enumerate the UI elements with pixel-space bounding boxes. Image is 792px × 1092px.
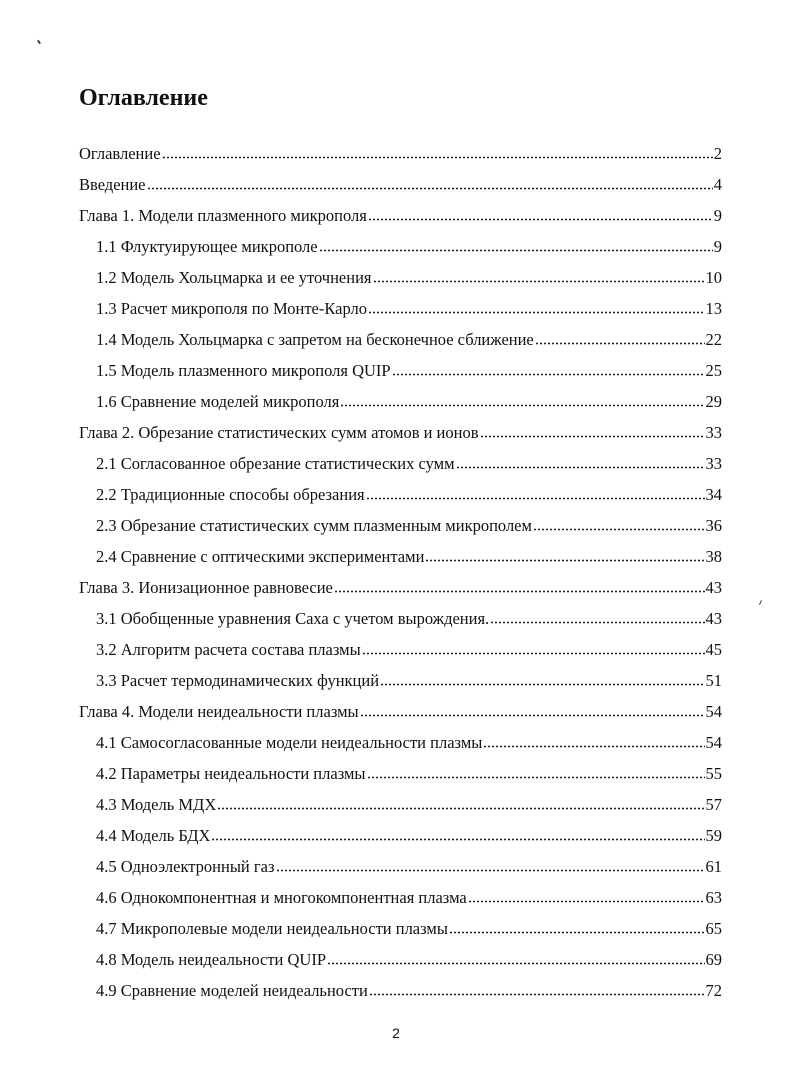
toc-entry-page: 4	[713, 175, 722, 194]
dot-leader	[425, 546, 704, 563]
dot-leader	[483, 732, 704, 749]
toc-section-entry[interactable]	[79, 975, 722, 1006]
toc-section-entry[interactable]	[79, 882, 722, 913]
toc-entry-title: 1.1 Флуктуирующее микрополе	[96, 237, 318, 256]
toc-entry-title: 3.3 Расчет термодинамических функций	[96, 671, 380, 690]
dot-leader	[367, 763, 705, 780]
toc-entry-title: 4.2 Параметры неидеальности плазмы	[96, 764, 366, 783]
dot-leader	[334, 577, 705, 594]
toc-chapter-entry[interactable]	[79, 200, 722, 231]
table-of-contents	[79, 138, 722, 1006]
toc-chapter-entry[interactable]	[79, 138, 722, 169]
toc-section-entry[interactable]	[79, 448, 722, 479]
toc-section-entry[interactable]	[79, 634, 722, 665]
toc-entry-title: Введение	[79, 175, 146, 194]
page-number: 2	[392, 1025, 400, 1041]
toc-entry-title: 4.9 Сравнение моделей неидеальности	[96, 981, 368, 1000]
dot-leader	[162, 143, 713, 160]
toc-entry-page: 57	[705, 795, 722, 814]
toc-section-entry[interactable]	[79, 541, 722, 572]
dot-leader	[380, 670, 704, 687]
dot-leader	[456, 453, 705, 470]
toc-entry-page: 36	[705, 516, 722, 535]
toc-entry-page: 43	[705, 578, 722, 597]
dot-leader	[276, 856, 705, 873]
toc-entry-page: 54	[705, 733, 722, 752]
toc-entry-title: 4.5 Одноэлектронный газ	[96, 857, 275, 876]
toc-entry-title: 4.1 Самосогласованные модели неидеальности плазмы	[96, 733, 483, 752]
toc-entry-page: 9	[713, 237, 722, 256]
toc-entry-page: 51	[705, 671, 722, 690]
dot-leader	[368, 205, 713, 222]
toc-section-entry[interactable]	[79, 386, 722, 417]
toc-entry-title: 1.2 Модель Хольцмарка и ее уточнения	[96, 268, 372, 287]
toc-entry-page: 9	[713, 206, 722, 225]
toc-entry-page: 25	[705, 361, 722, 380]
toc-entry-page: 2	[713, 144, 722, 163]
dot-leader	[449, 918, 705, 935]
toc-section-entry[interactable]	[79, 603, 722, 634]
toc-entry-page: 69	[705, 950, 722, 969]
toc-entry-title: 3.2 Алгоритм расчета состава плазмы	[96, 640, 361, 659]
toc-entry-page: 13	[705, 299, 722, 318]
dot-leader	[362, 639, 705, 656]
toc-entry-title: 2.4 Сравнение с оптическими экспериментами	[96, 547, 425, 566]
scan-speck	[759, 600, 762, 605]
toc-entry-title: 4.8 Модель неидеальности QUIP	[96, 950, 327, 969]
toc-entry-title: 4.6 Однокомпонентная и многокомпонентная плазма	[96, 888, 467, 907]
toc-section-entry[interactable]	[79, 479, 722, 510]
toc-section-entry[interactable]	[79, 665, 722, 696]
toc-entry-page: 55	[705, 764, 722, 783]
toc-section-entry[interactable]	[79, 820, 722, 851]
toc-entry-title: 1.5 Модель плазменного микрополя QUIP	[96, 361, 391, 380]
toc-section-entry[interactable]	[79, 789, 722, 820]
dot-leader	[369, 980, 705, 997]
toc-entry-title: 4.4 Модель БДХ	[96, 826, 211, 845]
dot-leader	[468, 887, 705, 904]
toc-chapter-entry[interactable]	[79, 572, 722, 603]
dot-leader	[533, 515, 705, 532]
dot-leader	[373, 267, 705, 284]
toc-chapter-entry[interactable]	[79, 417, 722, 448]
page-title: Оглавление	[79, 85, 208, 111]
dot-leader	[535, 329, 705, 346]
toc-section-entry[interactable]	[79, 913, 722, 944]
toc-entry-title: 2.3 Обрезание статистических сумм плазменным микрополем	[96, 516, 532, 535]
toc-section-entry[interactable]	[79, 944, 722, 975]
toc-entry-page: 29	[705, 392, 722, 411]
toc-section-entry[interactable]	[79, 758, 722, 789]
toc-section-entry[interactable]	[79, 324, 722, 355]
toc-section-entry[interactable]	[79, 727, 722, 758]
dot-leader	[368, 298, 704, 315]
toc-entry-page: 54	[705, 702, 722, 721]
toc-section-entry[interactable]	[79, 851, 722, 882]
toc-entry-title: Оглавление	[79, 144, 161, 163]
toc-section-entry[interactable]	[79, 355, 722, 386]
dot-leader	[327, 949, 704, 966]
toc-entry-page: 65	[705, 919, 722, 938]
toc-entry-title: 4.3 Модель МДХ	[96, 795, 217, 814]
toc-entry-page: 61	[705, 857, 722, 876]
toc-entry-title: 2.2 Традиционные способы обрезания	[96, 485, 365, 504]
dot-leader	[211, 825, 704, 842]
dot-leader	[480, 422, 705, 439]
toc-entry-title: 4.7 Микрополевые модели неидеальности плазмы	[96, 919, 448, 938]
toc-entry-page: 72	[705, 981, 722, 1000]
toc-entry-title: Глава 4. Модели неидеальности плазмы	[79, 702, 359, 721]
toc-entry-title: 1.4 Модель Хольцмарка с запретом на бесконечное сближение	[96, 330, 534, 349]
dot-leader	[490, 608, 704, 625]
toc-chapter-entry[interactable]	[79, 696, 722, 727]
toc-section-entry[interactable]	[79, 231, 722, 262]
toc-entry-page: 22	[705, 330, 722, 349]
toc-section-entry[interactable]	[79, 262, 722, 293]
toc-entry-page: 33	[705, 454, 722, 473]
toc-entry-page: 38	[705, 547, 722, 566]
toc-entry-page: 63	[705, 888, 722, 907]
dot-leader	[360, 701, 705, 718]
scan-speck	[37, 40, 41, 44]
toc-entry-page: 10	[705, 268, 722, 287]
dot-leader	[340, 391, 704, 408]
toc-entry-title: Глава 3. Ионизационное равновесие	[79, 578, 333, 597]
toc-chapter-entry[interactable]	[79, 169, 722, 200]
toc-entry-page: 33	[705, 423, 722, 442]
dot-leader	[319, 236, 713, 253]
toc-entry-page: 34	[705, 485, 722, 504]
toc-entry-page: 59	[705, 826, 722, 845]
toc-entry-title: Глава 1. Модели плазменного микрополя	[79, 206, 367, 225]
toc-entry-title: 3.1 Обобщенные уравнения Саха с учетом вырождения.	[96, 609, 490, 628]
toc-entry-page: 43	[705, 609, 722, 628]
toc-entry-title: 1.6 Сравнение моделей микрополя	[96, 392, 340, 411]
toc-entry-title: 1.3 Расчет микрополя по Монте-Карло	[96, 299, 368, 318]
dot-leader	[366, 484, 705, 501]
toc-entry-title: 2.1 Согласованное обрезание статистических сумм	[96, 454, 455, 473]
toc-entry-title: Глава 2. Обрезание статистических сумм атомов и ионов	[79, 423, 479, 442]
toc-section-entry[interactable]	[79, 510, 722, 541]
dot-leader	[147, 174, 713, 191]
toc-section-entry[interactable]	[79, 293, 722, 324]
dot-leader	[217, 794, 704, 811]
dot-leader	[392, 360, 705, 377]
toc-entry-page: 45	[705, 640, 722, 659]
